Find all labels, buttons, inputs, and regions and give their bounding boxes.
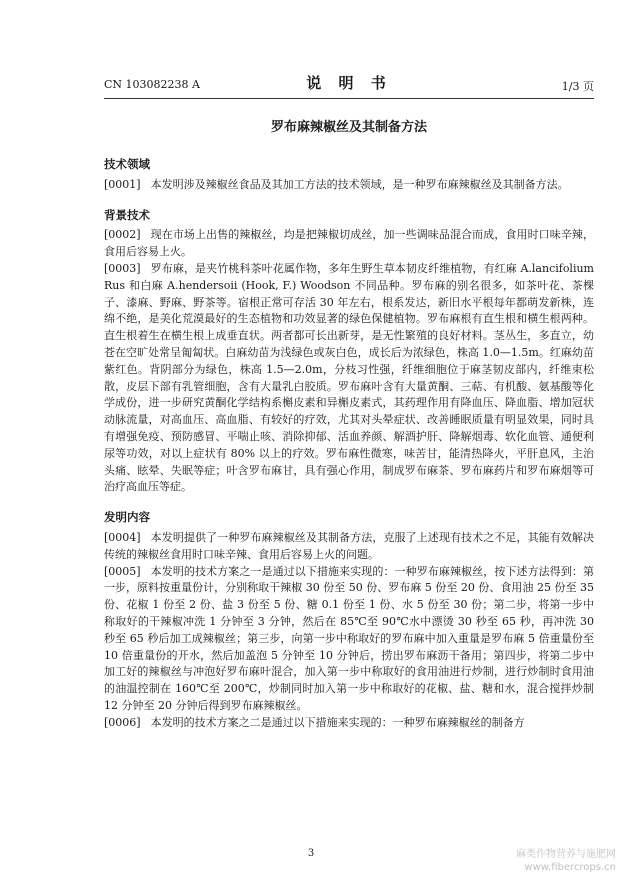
paragraph-number: [0006] <box>104 715 141 729</box>
section-background <box>104 207 594 497</box>
paragraph-number: [0001] <box>104 177 141 191</box>
paragraph <box>104 261 594 496</box>
paragraph <box>104 177 594 194</box>
paragraph-number: [0002] <box>104 228 141 242</box>
page-number: 3 <box>307 848 315 859</box>
watermark-url: www.fibercrops.cn <box>524 862 616 873</box>
page-header <box>104 72 594 94</box>
paragraph <box>104 530 594 564</box>
paragraph-text: 本发明提供了一种罗布麻辣椒丝及其制备方法，克服了上述现有技术之不足，其能有效解决传统的辣椒丝食用时口味辛辣、食用后容易上火的问题。 <box>104 530 594 561</box>
section-heading: 发明内容 <box>104 510 150 525</box>
paragraph-text: 现在市场上出售的辣椒丝，均是把辣椒切成丝，加一些调味品混合而成，食用时口味辛辣，食用后容易上火。 <box>104 228 594 259</box>
document-title: 罗布麻辣椒丝及其制备方法 <box>270 120 427 135</box>
header-title: 说 明 书 <box>306 74 392 92</box>
section-heading: 技术领域 <box>104 157 150 171</box>
paragraph-text: 本发明的技术方案之一是通过以下措施来实现的：一种罗布麻辣椒丝，按下述方法得到：第一步，原料按重量份计，分别称取干辣椒 30 份至 50 份、罗布麻 5 份至 20 份、食用油 25 份至 35 份、花椒 1 份至 2 份、盐 3 份至 5 份、糖 0.1 份至 1 份、水 5 份至 30 份；第二步，将第一步中称取好的干辣椒冲洗 1 分钟至 3 分钟，然后在 85℃至 90℃水中漂烫 30 秒至 65 秒，再冲洗 30 秒至 65 秒后加工成辣椒丝；第三步，向第一步中称取好的罗布麻中加入重量是罗布麻 5 倍重量份至 10 倍重量份的开水，然后加盖泡 5 分钟至 10 分钟后，捞出罗布麻沥干备用；第四步，将第二步中加工好的辣椒丝与冲泡好罗布麻叶混合，加入第一步中称取好的食用油进行炒制，进行炒制时食用油的油温控制在 160℃至 200℃，炒制同时加入第一步中称取好的花椒、盐、糖和水，混合搅拌炒制 12 分钟至 20 分钟后得到罗布麻辣椒丝。 <box>104 564 594 712</box>
header-rule <box>104 98 594 99</box>
paragraph-text: 本发明的技术方案之二是通过以下措施来实现的：一种罗布麻辣椒丝的制备方 <box>150 715 525 729</box>
paragraph <box>104 227 594 261</box>
section-technical-field <box>104 156 594 194</box>
paragraph-number: [0005] <box>104 564 141 578</box>
paragraph-number: [0004] <box>104 530 141 544</box>
watermark-site-name: 麻类作物营养与施肥网 <box>516 849 616 860</box>
page-indicator: 1/3 页 <box>561 80 594 93</box>
section-invention-content <box>104 509 594 731</box>
paragraph <box>104 564 594 715</box>
document-body <box>104 156 594 745</box>
paragraph <box>104 715 594 732</box>
paragraph-text: 本发明涉及辣椒丝食品及其加工方法的技术领域，是一种罗布麻辣椒丝及其制备方法。 <box>150 177 569 191</box>
paragraph-text: 罗布麻，是夹竹桃科茶叶花属作物，多年生野生草本韧皮纤维植物，有红麻 A.lancifolium Rus 和白麻 A.hendersoii (Hook, F.) Woodson 不同品种。罗布麻的别名很多，如茶叶花、茶棵子、漆麻、野麻、野茶等。宿根正常可存活 30 年左右，根系发达，新旧水平根每年都萌发新株，连绵不绝，是美化荒漠最好的生态植物和功效显著的绿色保健植物。罗布麻根有直生根和横生根两种。直生根着生在横生根上成垂直状。两者都可长出新芽，是无性繁殖的良好材料。茎丛生，多直立，幼苍在空旷处常呈匍匐状。白麻幼苗为浅绿色或灰白色，成长后为浓绿色，株高 1.0—1.5m。红麻幼苗紫红色。背阴部分为绿色，株高 1.5—2.0m，分枝习性强，纤维细胞位于麻茎韧皮部内，纤维束松散，皮层下部有乳管细胞，含有大量乳白胶质。罗布麻叶含有大量黄酮、三萜、有机酸、氨基酸等化学成份，进一步研究黄酮化学结构系槲皮素和异槲皮素式，其药理作用有降血压、降血脂、增加冠状动脉流量，对高血压、高血脂、有较好的疗效，尤其对头晕症状、改善睡眠质量有明显效果，同时具有增强免疫、预防感冒、平喘止咳、消除抑郁、活血养颜、解酒护肝、降解烟毒、软化血管、通便利尿等功效，对以上症状有 80% 以上的疗效。罗布麻性微寒，味苦甘，能清热降火，平肝息风，主治头痛、眩晕、失眠等症；叶含罗布麻甘，具有强心作用，制成罗布麻茶、罗布麻药片和罗布麻烟等可治疗高血压等症。 <box>104 261 594 494</box>
publication-number: CN 103082238 A <box>104 78 200 91</box>
watermark <box>516 848 616 874</box>
section-heading: 背景技术 <box>104 207 150 222</box>
paragraph-number: [0003] <box>104 261 141 275</box>
